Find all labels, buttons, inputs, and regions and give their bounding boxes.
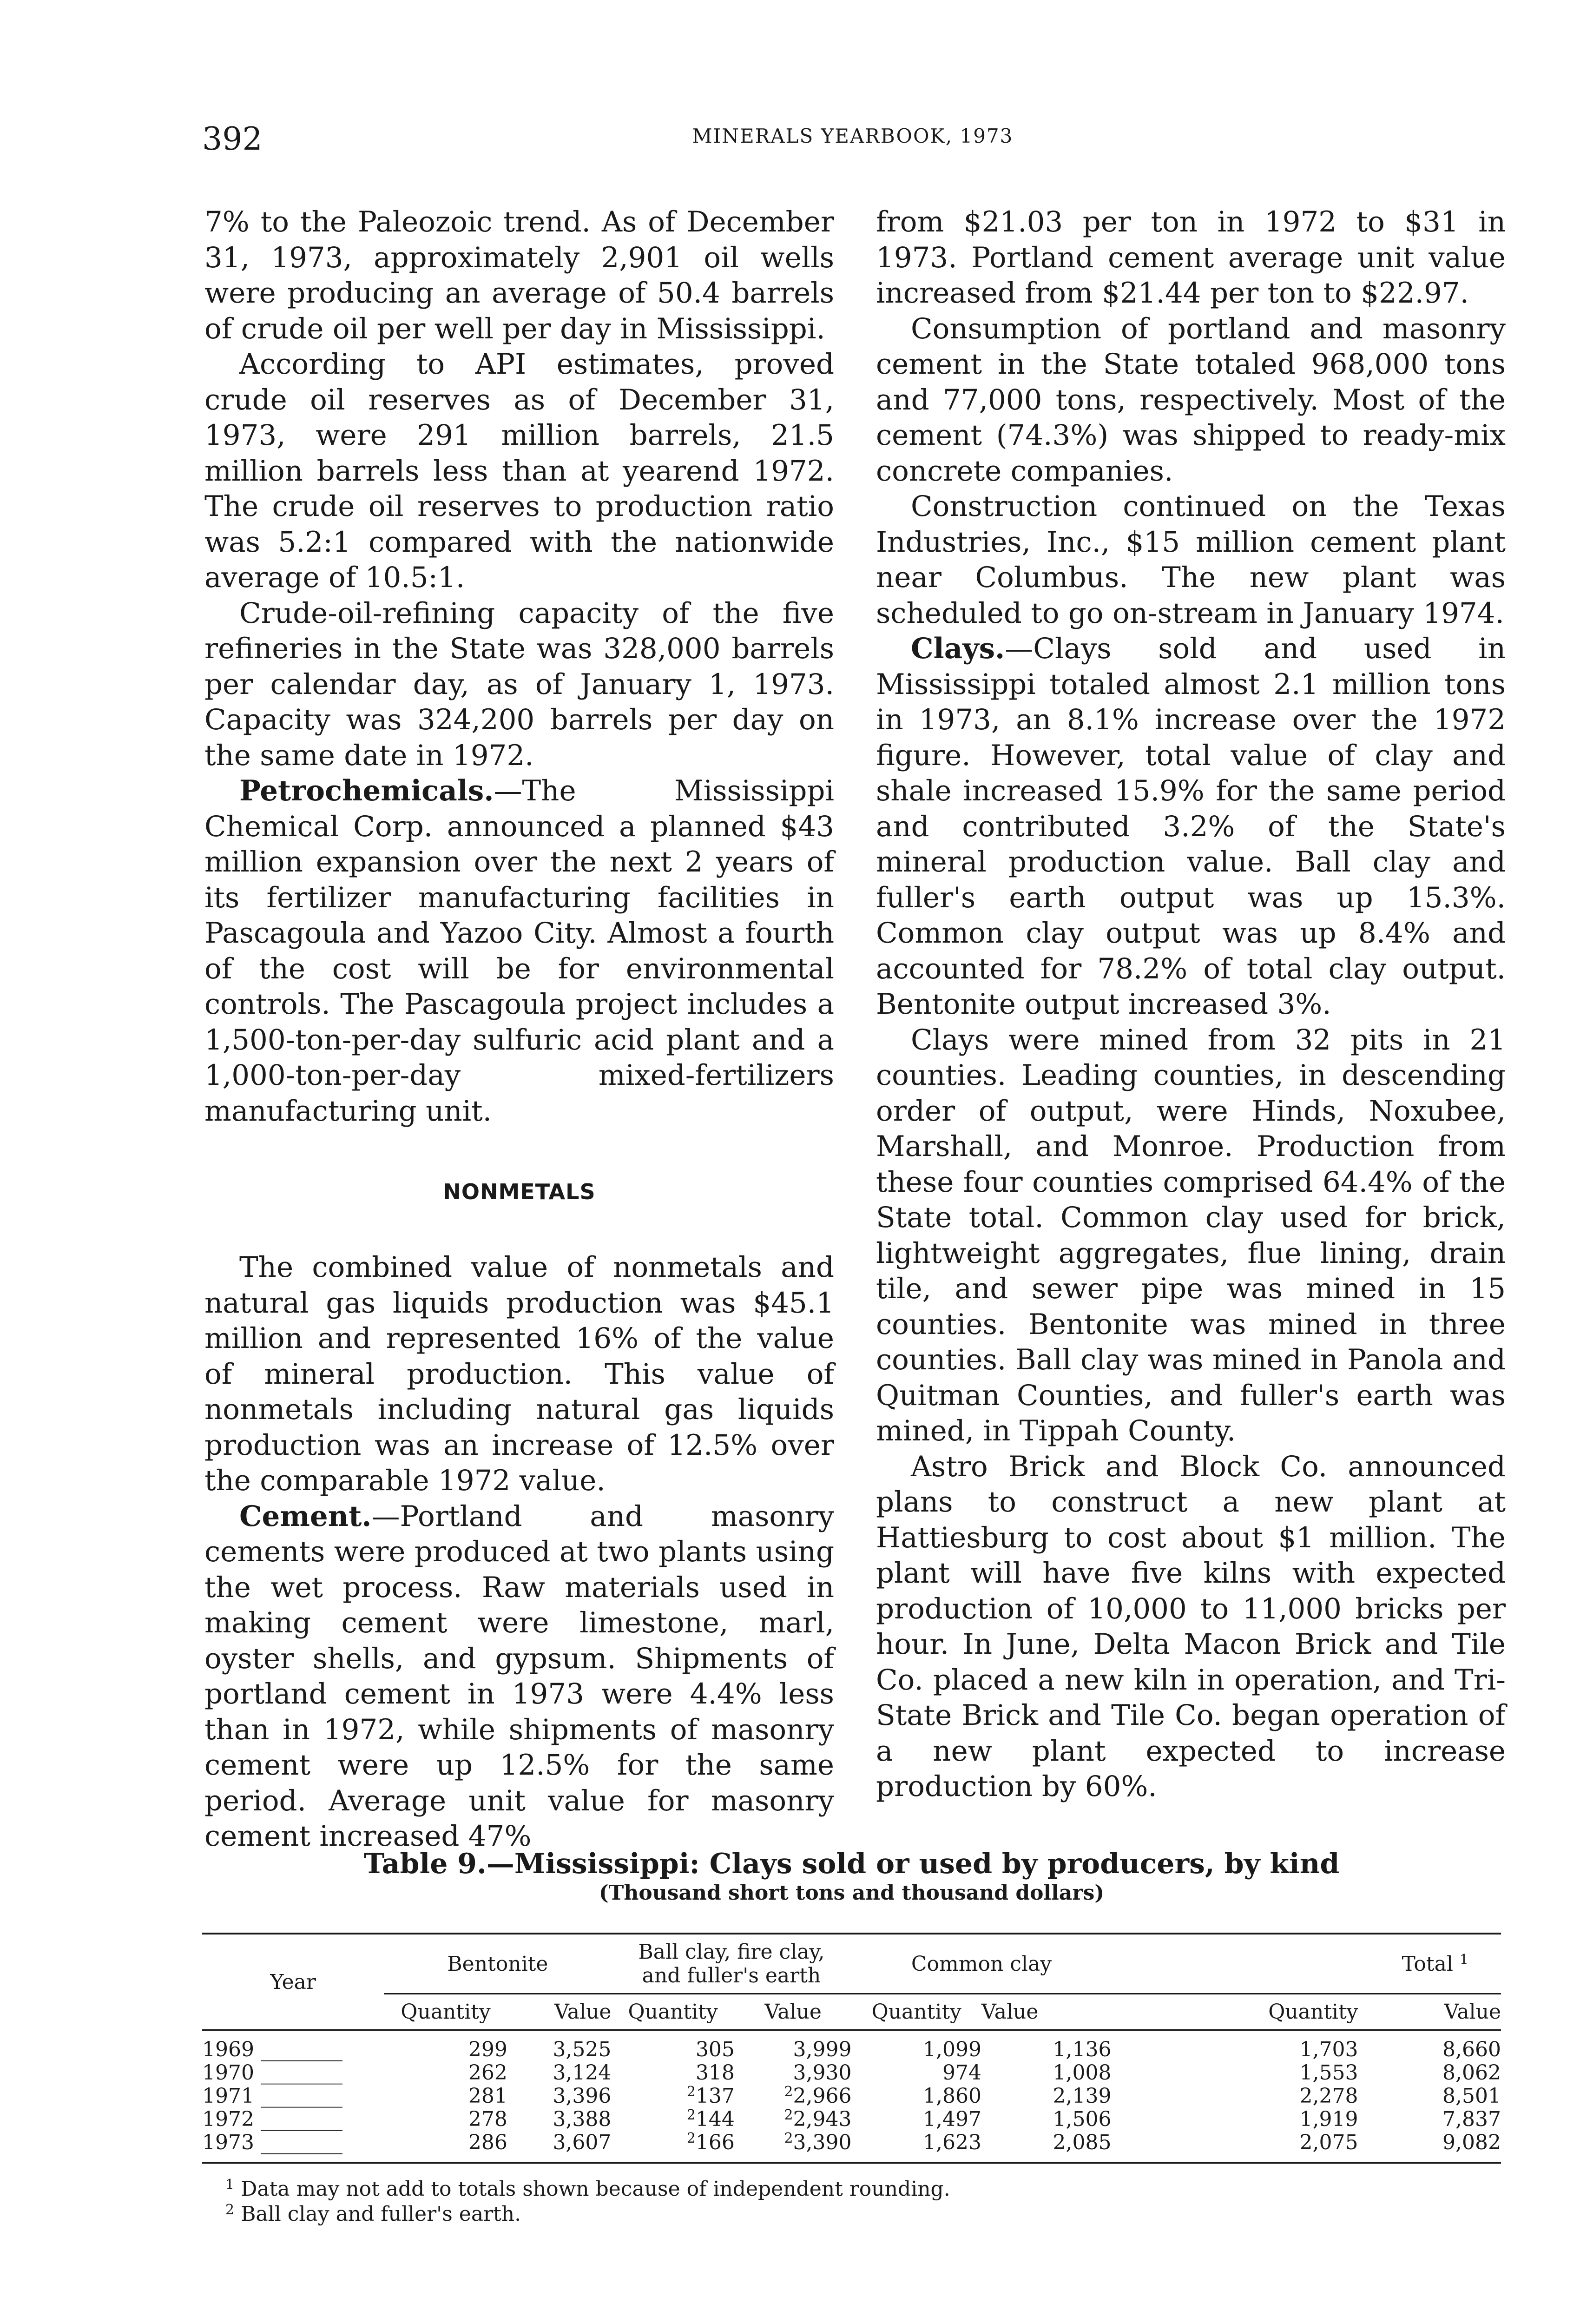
column-header-quantity: Quantity [384,1994,507,2030]
common-clay-quantity: 1,099 [923,2038,981,2061]
ball-clay-value: $^2$2,966 [784,2084,852,2108]
bentonite-quantity: 278 [468,2107,507,2131]
total-value: 8,062 [1442,2061,1501,2085]
left-column [204,205,834,1855]
ball-clay-quantity: 318 [695,2061,735,2085]
paragraph: The combined value of nonmetals and natural gas liquids production was $45.1 million and represented 16% of the value of mineral production. This value of nonmetals including natural gas liquids production was an increase of 12.5% over the comparable 1972 value. [204,1251,834,1497]
year-cell: 1973 ________ [202,2131,384,2163]
column-group-common-clay: Common clay [851,1934,1111,1994]
table-row [202,2131,1501,2163]
bentonite-value: 3,607 [507,2131,612,2163]
common-clay-quantity: 1,860 [923,2084,981,2108]
column-header-value: Value [1358,1994,1501,2030]
table-row [202,2085,1501,2108]
total-quantity: 2,278 [1299,2084,1358,2108]
total-quantity: 1,703 [1299,2038,1358,2061]
paragraph: According to API estimates, proved crude oil reserves as of December 31, 1973, were 291 million barrels, 21.5 million barrels less than at yearend 1972. The crude oil reserves to production ratio was 5.2:1 compared with the nationwide average of 10.5:1. [204,348,834,594]
column-group-total: Total $^1$ [1111,1934,1501,1994]
total-quantity: 1,553 [1299,2061,1358,2085]
total-quantity: 2,075 [1111,2131,1358,2163]
ball-clay-quantity: 305 [695,2038,735,2061]
page-header [202,121,1503,158]
bentonite-quantity: 286 [384,2131,507,2163]
column-header-quantity: Quantity [851,1994,981,2030]
paragraph: Astro Brick and Block Co. announced plans to construct a new plant at Hattiesburg to cost about $1 million. The plant will have five kilns with expected production of 10,000 to 11,000 bricks per hour. In June, Delta Macon Brick and Tile Co. placed a new kiln in operation, and Tri-State Brick and Tile Co. began operation of a new plant expected to increase production by 60%. [876,1450,1506,1803]
run-in-heading: Clays. [911,632,1005,665]
column-group-ball-clay: Ball clay, fire clay, and fuller's earth [611,1934,851,1994]
clays-table [202,1933,1501,2164]
table-row [202,2030,1501,2062]
bentonite-value: 3,388 [553,2107,612,2131]
paragraph-text: —Portland and masonry cements were produced at two plants using the wet process. Raw materials used in making cement were limestone, marl, oyster shells, and gypsum. Shipments of portland cement in 1973 were 4.4% less than in 1972, while shipments of masonry cement were up 12.5% for the same period. Average unit value for masonry cement increased 47% [204,1499,834,1853]
table-9 [202,1848,1501,2227]
page-number: 392 [202,121,263,158]
table-title: Table 9.—Mississippi: Clays sold or used by producers, by kind [363,1848,1340,1880]
table-row [202,2061,1501,2085]
common-clay-value: 2,085 [981,2131,1112,2163]
footnote-2: $^2$ Ball clay and fuller's earth. [225,2202,521,2226]
paragraph: Crude-oil-refining capacity of the five refineries in the State was 328,000 barrels per calendar day, as of January 1, 1973. Capacity was 324,200 barrels per day on the same date in 1972. [204,596,834,772]
column-header-quantity: Quantity [1111,1994,1358,2030]
paragraph-cement [204,1499,834,1855]
ball-clay-value: 3,930 [793,2061,852,2085]
year-cell: 1969 ________ [202,2038,342,2061]
total-quantity: 1,919 [1299,2107,1358,2131]
paragraph: 7% to the Paleozoic trend. As of December 31, 1973, approximately 2,901 oil wells were producing an average of 50.4 barrels of crude oil per well per day in Mississippi. [204,205,834,345]
paragraph: from $21.03 per ton in 1972 to $31 in 1973. Portland cement average unit value increased from $21.44 per ton to $22.97. [876,205,1506,310]
ball-clay-value: $^2$3,390 [735,2131,852,2163]
paragraph: Consumption of portland and masonry cement in the State totaled 968,000 tons and 77,000 tons, respectively. Most of the cement (74.3%) was shipped to ready-mix concrete companies. [876,312,1506,488]
column-header-year: Year [202,1934,384,2030]
paragraph-clays [876,631,1506,1023]
right-column [876,205,1506,1805]
running-title: MINERALS YEARBOOK, 1973 [692,125,1014,147]
total-value: 9,082 [1358,2131,1501,2163]
table-row [202,2108,1501,2131]
total-value: 8,660 [1442,2038,1501,2061]
common-clay-value: 1,008 [1053,2061,1112,2085]
common-clay-value: 1,136 [1053,2038,1112,2061]
bentonite-quantity: 262 [468,2061,507,2085]
run-in-heading: Cement. [239,1499,372,1533]
bentonite-value: 3,525 [553,2038,612,2061]
ball-clay-value: 3,999 [793,2038,852,2061]
column-header-value: Value [735,1994,852,2030]
column-group-bentonite: Bentonite [384,1934,611,1994]
footnote-1: $^1$ Data may not add to totals shown because of independent rounding. [225,2177,950,2201]
bentonite-value: 3,124 [553,2061,612,2085]
run-in-heading: Petrochemicals. [239,774,494,807]
year-cell: 1970 ________ [202,2061,342,2085]
common-clay-quantity: 1,623 [851,2131,981,2163]
paragraph: Construction continued on the Texas Industries, Inc., $15 million cement plant near Columbus. The new plant was scheduled to go on-stream in January 1974. [876,490,1506,630]
total-value: 8,501 [1442,2084,1501,2108]
column-header-value: Value [507,1994,612,2030]
ball-clay-quantity: $^2$137 [686,2084,735,2108]
paragraph: Clays were mined from 32 pits in 21 counties. Leading counties, in descending order of output, were Hinds, Noxubee, Marshall, and Monroe. Production from these four counties comprised 64.4% of the State total. Common clay used for brick, lightweight aggregates, flue lining, drain tile, and sewer pipe was mined in 15 counties. Bentonite was mined in three counties. Ball clay was mined in Panola and Quitman Counties, and fuller's earth was mined, in Tippah County. [876,1023,1506,1447]
common-clay-value: 1,506 [1053,2107,1112,2131]
bentonite-quantity: 281 [468,2084,507,2108]
year-cell: 1971 ________ [202,2084,342,2108]
bentonite-quantity: 299 [468,2038,507,2061]
year-cell: 1972 ________ [202,2107,342,2131]
ball-clay-value: $^2$2,943 [784,2107,852,2131]
ball-clay-quantity: $^2$144 [686,2107,735,2131]
column-header-value: Value [981,1994,1112,2030]
column-header-quantity: Quantity [611,1994,735,2030]
total-value: 7,837 [1442,2107,1501,2131]
section-heading: NONMETALS [443,1179,596,1204]
common-clay-quantity: 1,497 [923,2107,981,2131]
paragraph-text: —Clays sold and used in Mississippi totaled almost 2.1 million tons in 1973, an 8.1% increase over the 1972 figure. However, total value of clay and shale increased 15.9% for the same period and contributed 3.2% of the State's mineral production value. Ball clay and fuller's earth output was up 15.3%. Common clay output was up 8.4% and accounted for 78.2% of total clay output. Bentonite output increased 3%. [876,632,1506,1021]
paragraph-petrochemicals [204,773,834,1129]
table-footnotes [202,2177,1501,2227]
paragraph-text: —The Mississippi Chemical Corp. announced a planned $43 million expansion over the next 2 years of its fertilizer manufacturing facilities in Pascagoula and Yazoo City. Almost a fourth of the cost will be for environmental controls. The Pascagoula project includes a 1,500-ton-per-day sulfuric acid plant and a 1,000-ton-per-day mixed-fertilizers manufacturing unit. [204,774,834,1128]
bentonite-value: 3,396 [553,2084,612,2108]
table-subtitle: (Thousand short tons and thousand dollars) [599,1881,1105,1905]
ball-clay-quantity: $^2$166 [611,2131,735,2163]
common-clay-quantity: 974 [942,2061,981,2085]
common-clay-value: 2,139 [1053,2084,1112,2108]
